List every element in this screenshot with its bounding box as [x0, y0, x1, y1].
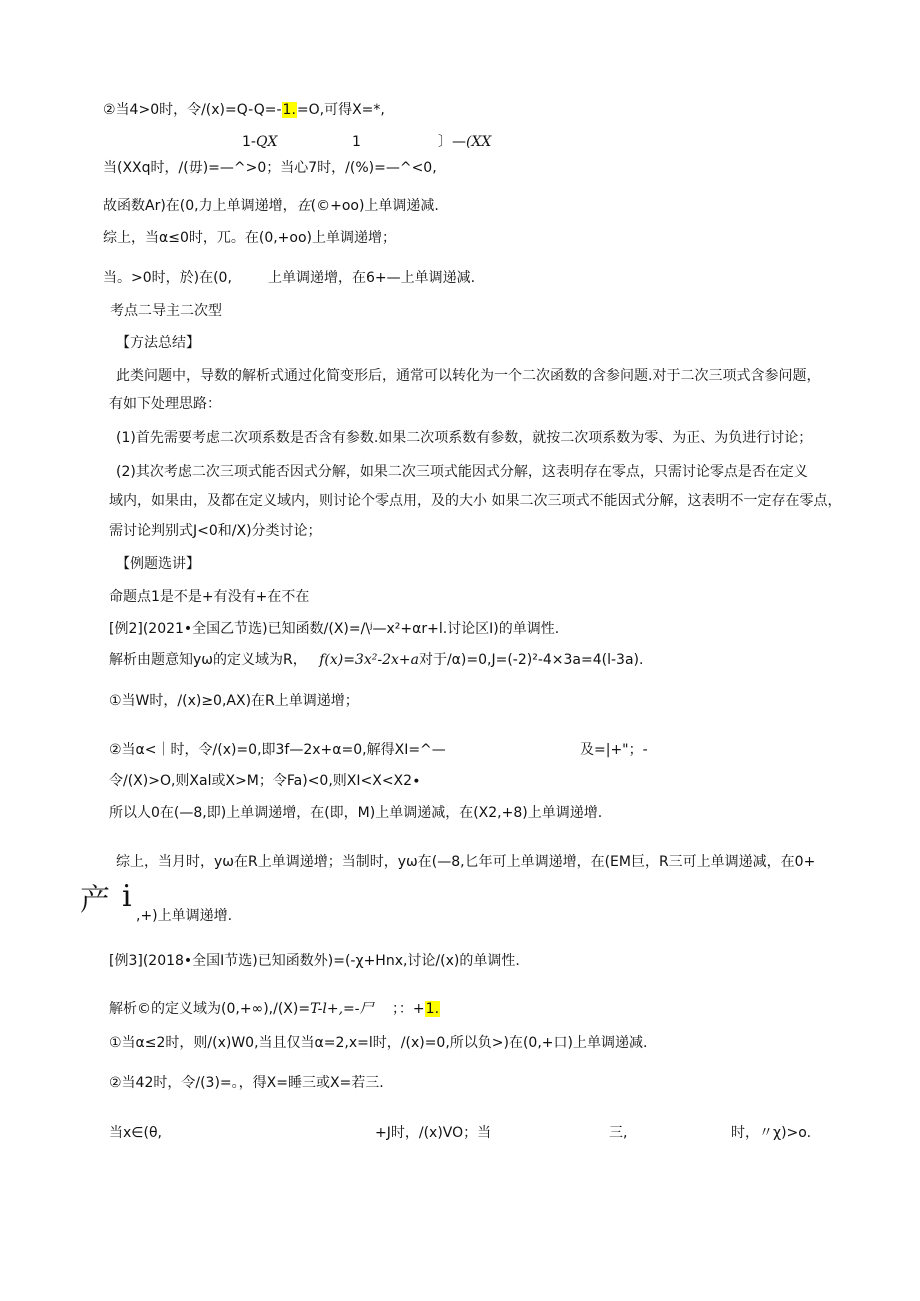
method-item-2: (2)其次考虑二次三项式能否因式分解，如果二次三项式能因式分解，这表明存在零点，只需讨论零点是否在定义	[116, 464, 808, 480]
interval-line: 三,	[609, 1125, 628, 1141]
case-2-line: ②当42时，令/(3)=。，得X=睡三或X=若三.	[109, 1075, 384, 1091]
case-1-line: ①当W时，/(x)≥0,AX)在R上单调递增；	[109, 693, 359, 709]
method-item-1: (1)首先需要考虑二次项系数是否含有参数.如果二次项系数有参数，就按二次项系数为零、为正、为负进行讨论；	[116, 430, 813, 446]
fraction-numerator: 1-QX	[242, 134, 278, 150]
inequality-line: 令/(X)>O,则Xal或X>M；令Fa)<0,则XI<X<X2∙	[109, 773, 421, 789]
distorted-glyph: i	[122, 879, 132, 914]
summary-line: 当。>0时，於)在(0,	[103, 270, 232, 286]
interval-line: +J时，/(x)VO；当	[375, 1125, 492, 1141]
paragraph-line: 有如下处理思路：	[109, 396, 221, 412]
solution-line: 解析©的定义域为(0,+∞),/(X)=T-l+,=-尸 ；：+1.	[109, 1001, 440, 1017]
summary-line: 上单调递增，在6+—上单调递减.	[268, 270, 476, 286]
section-heading: 考点二导主二次型	[110, 303, 222, 319]
solution-line: 解析由题意知yω的定义域为R， f(x)=3x²-2x+a对于/α)=0,J=(-2)²-4×3a=4(l-3a).	[109, 652, 644, 668]
highlight-mark: 1.	[282, 102, 296, 118]
distorted-glyph: 产	[80, 883, 110, 918]
subsection-heading: 【例题选讲】	[116, 556, 200, 572]
case-1-line: ①当α≤2时，则/(x)W0,当且仅当α=2,x=l时，/(x)=0,所以负>)在(0,+口)上单调递减.	[109, 1035, 648, 1051]
proposition-title: 命题点1是不是+有没有+在不在	[109, 589, 310, 605]
example-3-title: [例3](2018•全国I节选)已知函数外)=(-χ+Hnx,讨论/(x)的单调性.	[109, 953, 520, 969]
method-item-2: 域内，如果由，及都在定义域内，则讨论个零点用，及的大小 如果二次三项式不能因式分解，这表明不一定存在零点，	[109, 493, 842, 509]
interval-line: 时，〃χ)>o.	[731, 1125, 812, 1141]
summary-line: 综上，当α≤0时，兀。在(0,+oo)上单调递增；	[103, 230, 397, 246]
case-2-line: 及=|+"；-	[580, 742, 648, 758]
fraction-numerator: 〕—(XX	[438, 134, 492, 150]
example-2-title: [例2](2021•全国乙节选)已知函数/(X)=/\ʲ—x²+αr+l.讨论区I)的单调性.	[109, 621, 560, 637]
fraction-numerator: 1	[352, 134, 361, 150]
paragraph-line: 此类问题中，导数的解析式通过化简变形后，通常可以转化为一个二次函数的含参问题.对于二次三项式含参问题，	[116, 368, 821, 384]
highlight-mark: 1.	[425, 1001, 440, 1017]
method-item-2: 需讨论判别式J<0和/X)分类讨论；	[109, 523, 322, 539]
interval-line: 当(XXq时，/(毋)=—^>0；当心7时，/(%)=—^<0,	[103, 160, 437, 176]
summary-line: ,+)上单调递增.	[136, 908, 233, 924]
case-2-line: ②当4>0时，令/(x)=Q-Q=-1.=O,可得X=*,	[103, 102, 385, 118]
summary-line: 综上，当月时，yω在R上单调递增；当制时，yω在(—8,匕年可上单调递增，在(EM巨，R三可上单调递减，在0+	[116, 854, 816, 870]
case-2-line: ②当α<｜时，令/(x)=0,即3f—2x+α=0,解得XI=^—	[109, 742, 446, 758]
monotonic-line: 故函数Ar)在(0,力上单调递增，在(©+oo)上单调递减.	[103, 198, 439, 214]
result-line: 所以人0在(—8,即)上单调递增，在(即，M)上单调递减，在(X2,+8)上单调递增.	[109, 805, 603, 821]
interval-line: 当x∈(θ,	[109, 1125, 162, 1141]
subsection-heading: 【方法总结】	[116, 335, 200, 351]
